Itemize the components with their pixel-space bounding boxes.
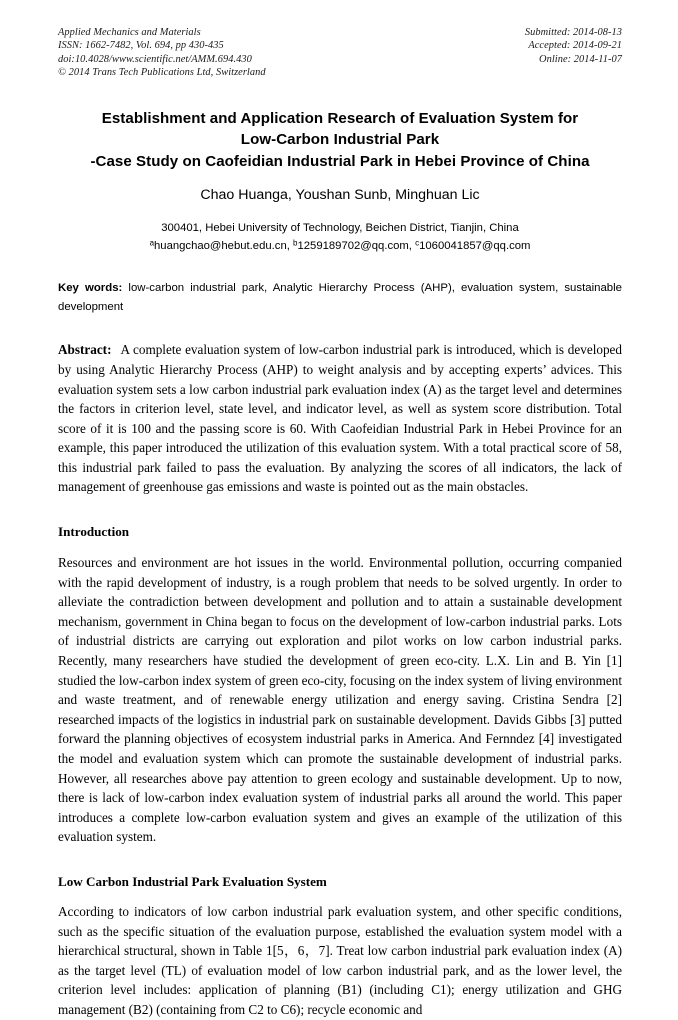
publication-dates-block [525,26,622,66]
email-c: 1060041857@qq.com [419,239,531,252]
keywords-block [58,279,622,316]
email-sup-a: a [149,238,155,248]
email-a: huangchao@hebut.edu.cn, [154,239,290,252]
running-header [58,26,622,80]
email-sup-c: c [415,238,420,248]
abstract-label: Abstract: [58,342,112,358]
title-line-2: Low-Carbon Industrial Park [240,131,440,149]
author-emails [58,238,622,256]
title-line-1: Establishment and Application Research of Evaluation System for [101,109,579,127]
date-submitted: Submitted: 2014-08-13 [524,27,622,38]
journal-info-block [58,26,266,80]
section-paragraph-introduction: Resources and environment are hot issues in the world. Environmental pollution, occurring companied with the rapid development of industry, is a rough problem that needs to be solved urgently. In order to alleviate the contradiction between development and pollution and to attain a sustainable development mechanism, government in China began to focus on the development of low-carbon industrial parks. Lots of industrial districts are carrying out exploration and pilot works on low carbon industrial parks. Recently, many researchers have studied the development of green eco-city. L.X. Lin and B. Yin [1] studied the low-carbon index system of green eco-city, focusing on the index system of living environment and waste treatment, and of renewable energy utilization and energy saving. Cristina Sendra [2] researched impacts of the logistics in industrial park on sustainable development. Davids Gibbs [3] putted forward the planning objectives of ecosystem industrial parks in America. And Fernndez [4] investigated the model and evaluation system which can promote the sustainable development of industrial parks. However, all researches above pay attention to green ecology and sustainable development. Up to now, there is lack of low-carbon index evaluation system of industrial parks all around the world. This paper introduces a complete low-carbon evaluation system and gives an example of the utilization of this evaluation system. [58,555,622,845]
journal-doi: doi:10.4028/www.scientific.net/AMM.694.430 [58,53,252,65]
email-sup-b: b [293,238,298,248]
date-accepted: Accepted: 2014-09-21 [528,40,622,52]
keywords-text: low-carbon industrial park, Analytic Hierarchy Process (AHP), evaluation system, sustainable development [58,282,622,313]
section-heading-evaluation-system: Low Carbon Industrial Park Evaluation System [58,873,327,889]
abstract-text: A complete evaluation system of low-carbon industrial park is introduced, which is developed by using Analytic Hierarchy Process (AHP) to weight analysis and by accepting experts’ advices. This evaluation system sets a low carbon industrial park evaluation index (A) as the target level and determines the factors in criterion level, state level, and indicator level, as well as system score distribution. Total score of it is 100 and the passing score is 60. With Caofeidian Industrial Park in Hebei Province for an example, this paper introduced the utilization of this evaluation system. With a total practical score of 58, this industrial park failed to pass the evaluation. By analyzing the scores of all indicators, the lack of management of greenhouse gas emissions and waste is pointed out as the main obstacles. [58,342,622,495]
paper-title [58,108,622,173]
journal-name: Applied Mechanics and Materials [58,27,201,38]
title-line-3: -Case Study on Caofeidian Industrial Park in Hebei Province of China [90,152,590,170]
journal-issn-volume: ISSN: 1662-7482, Vol. 694, pp 430-435 [58,40,224,52]
section-heading-introduction: Introduction [58,524,130,540]
author-list: Chao Huanga, Youshan Sunb, Minghuan Lic [200,187,480,204]
journal-copyright: © 2014 Trans Tech Publications Ltd, Switzerland [58,67,266,79]
section-paragraph-evaluation-system: According to indicators of low carbon industrial park evaluation system, and other specific conditions, such as the specific situation of the evaluation purpose, established the evaluation system model with a hierarchical structural, shown in Table 1[5，6，7]. Treat low carbon industrial park evaluation index (A) as the target level (TL) of evaluation model of low carbon industrial park, and as the lower level, the criterion level includes: application of planning (B1) (including C1); energy utilization and GHG management (B2) (containing from C2 to C6); recycle economic and [58,903,622,1017]
email-b: 1259189702@qq.com, [297,239,412,252]
affiliation-address: 300401, Hebei University of Technology, Beichen District, Tianjin, China [161,222,519,235]
abstract-block [58,340,622,497]
affiliation-block [58,220,622,255]
date-online: Online: 2014-11-07 [539,53,622,65]
keywords-label: Key words: [58,282,123,295]
